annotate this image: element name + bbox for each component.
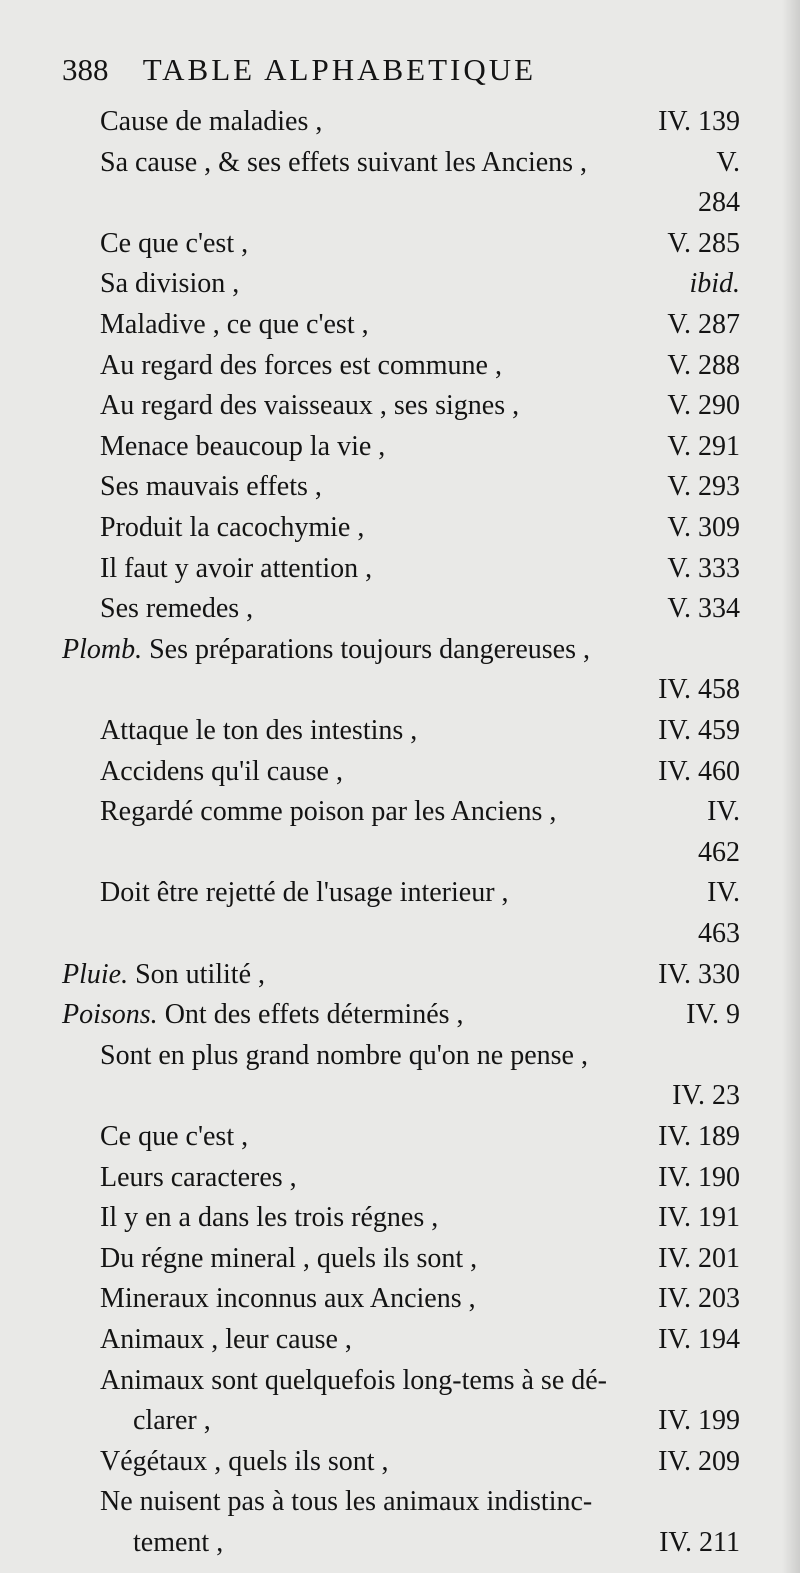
- entry-description: Ses remedes ,: [100, 593, 254, 625]
- entry-text: [100, 464, 322, 510]
- entry-reference: IV. 189: [658, 1121, 740, 1152]
- entry-text: [100, 261, 239, 307]
- index-line: [0, 992, 740, 1038]
- entry-reference: 463: [698, 918, 740, 949]
- entry-description: Ses mauvais effets ,: [100, 471, 322, 503]
- entry-reference: IV. 211: [659, 1527, 740, 1558]
- index-line: [0, 383, 740, 429]
- entry-text: [100, 140, 587, 186]
- entry-description: Regardé comme poison par les Anciens ,: [100, 796, 557, 828]
- entry-text: [100, 383, 519, 429]
- entry-reference: IV. 458: [658, 674, 740, 706]
- entry-description: Ont des effets déterminés ,: [157, 999, 464, 1031]
- entry-reference: V. 290: [667, 390, 740, 422]
- index-line: [0, 1236, 740, 1282]
- entry-text: [100, 708, 417, 754]
- index-line: [0, 1520, 740, 1566]
- entry-text: [62, 992, 464, 1038]
- entry-text: [100, 505, 364, 551]
- entry-description: Il faut y avoir attention ,: [100, 552, 373, 584]
- entry-reference: V. 293: [667, 471, 740, 503]
- entry-reference: IV. 23: [672, 1080, 740, 1112]
- entry-description: tement ,: [133, 1527, 224, 1558]
- index-line: [0, 1276, 740, 1322]
- entry-description: Menace beaucoup la vie ,: [100, 430, 386, 462]
- index-line: [0, 1317, 740, 1363]
- entry-description: Du régne mineral , quels ils sont ,: [100, 1242, 478, 1274]
- entry-text: [100, 99, 322, 145]
- index-line: [0, 1033, 740, 1079]
- index-line: [0, 1073, 740, 1119]
- entry-text: [100, 1479, 592, 1525]
- index-line: [0, 464, 740, 510]
- entry-text: [100, 1033, 588, 1079]
- entry-description: clarer ,: [133, 1405, 211, 1437]
- entry-description: Mineraux inconnus aux Anciens ,: [100, 1283, 476, 1315]
- index-line: [0, 708, 740, 754]
- entry-headword: Plomb.: [62, 633, 143, 665]
- entry-text: [100, 870, 509, 916]
- index-line: [0, 1155, 740, 1201]
- entry-text: [100, 424, 385, 470]
- index-line: [0, 749, 740, 795]
- index-line: [0, 911, 740, 957]
- index-line: [0, 952, 740, 998]
- entry-reference: IV. 209: [658, 1445, 740, 1477]
- entry-reference: V. 291: [667, 430, 740, 462]
- entry-text: [100, 1236, 477, 1282]
- entry-headword: Pluie.: [62, 958, 129, 990]
- entry-reference: ibid.: [689, 268, 740, 300]
- entry-text: [100, 302, 369, 348]
- entry-reference: IV.: [707, 796, 740, 828]
- entry-text: [100, 586, 253, 632]
- entry-reference: V. 285: [667, 227, 740, 259]
- entry-description: Ce que c'est ,: [100, 1121, 249, 1152]
- index-line: [0, 343, 740, 389]
- index-line: [0, 505, 740, 551]
- index-line: [0, 1479, 740, 1525]
- index-line: [0, 140, 740, 186]
- page-number: 388: [62, 52, 109, 87]
- entry-text: [100, 789, 556, 835]
- index-line: [0, 627, 740, 673]
- entry-reference: 462: [698, 836, 740, 868]
- index-line: [0, 99, 740, 145]
- entry-description: Produit la cacochymie ,: [100, 512, 365, 543]
- entry-description: Au regard des vaisseaux , ses signes ,: [100, 390, 520, 422]
- entry-reference: V.: [716, 146, 740, 178]
- entry-description: Cause de maladies ,: [100, 106, 323, 137]
- index-line: [0, 1439, 740, 1485]
- entry-reference: V. 334: [667, 593, 740, 625]
- entry-reference: V. 288: [667, 349, 740, 381]
- entry-reference: V. 333: [667, 552, 740, 584]
- index-line: [0, 302, 740, 348]
- entry-reference: IV. 201: [658, 1242, 740, 1274]
- index-line: [0, 830, 740, 876]
- entry-description: Sa cause , & ses effets suivant les Anciens ,: [100, 146, 588, 178]
- index-line: [0, 667, 740, 713]
- entry-text: [133, 1520, 223, 1566]
- entry-text: [62, 627, 590, 673]
- index-line: [0, 1114, 740, 1160]
- entry-text: [100, 749, 343, 795]
- entry-description: Végétaux , quels ils sont ,: [100, 1445, 389, 1477]
- index-line: [0, 261, 740, 307]
- entry-text: [100, 1358, 607, 1404]
- entry-description: Animaux , leur cause ,: [100, 1324, 352, 1355]
- entry-reference: IV. 194: [658, 1324, 740, 1355]
- entry-description: Ses préparations toujours dangereuses ,: [142, 633, 590, 665]
- entry-description: Leurs caracteres ,: [100, 1161, 297, 1193]
- entry-description: Animaux sont quelquefois long-tems à se dé-: [100, 1364, 608, 1396]
- entry-reference: IV. 139: [658, 106, 740, 137]
- index-line: [0, 1358, 740, 1404]
- index-line: [0, 1195, 740, 1241]
- index-line: [0, 546, 740, 592]
- entry-text: [100, 1114, 248, 1160]
- entry-text: [100, 546, 372, 592]
- index-line: [0, 789, 740, 835]
- index-line: [0, 870, 740, 916]
- entry-reference: IV. 330: [658, 958, 740, 990]
- entry-description: Ce que c'est ,: [100, 227, 249, 259]
- entry-reference: IV. 9: [686, 999, 740, 1031]
- entry-reference: 284: [698, 187, 740, 219]
- entry-description: Doit être rejetté de l'usage interieur ,: [100, 877, 509, 909]
- entry-text: [133, 1398, 211, 1444]
- entry-text: [100, 343, 502, 389]
- index-line: [0, 180, 740, 226]
- entry-reference: V. 309: [667, 512, 740, 543]
- entry-description: Accidens qu'il cause ,: [100, 755, 343, 787]
- entry-text: [100, 1317, 352, 1363]
- entry-reference: IV. 459: [658, 715, 740, 746]
- entry-description: Maladive , ce que c'est ,: [100, 309, 369, 340]
- entry-description: Ne nuisent pas à tous les animaux indistinc-: [100, 1486, 593, 1518]
- running-head-title: TABLE ALPHABETIQUE: [142, 52, 537, 87]
- entry-text: [100, 1439, 389, 1485]
- entry-reference: IV. 191: [658, 1202, 740, 1234]
- index-line: [0, 221, 740, 267]
- entry-reference: IV.: [707, 877, 740, 909]
- entry-headword: Poisons.: [62, 999, 158, 1031]
- index-line: [0, 424, 740, 470]
- entry-description: Sa division ,: [100, 268, 240, 300]
- entry-description: Attaque le ton des intestins ,: [100, 715, 418, 746]
- index-line: [0, 1398, 740, 1444]
- entry-text: [100, 1155, 297, 1201]
- entry-text: [100, 1276, 476, 1322]
- entry-text: [62, 952, 265, 998]
- entry-reference: V. 287: [667, 309, 740, 340]
- entry-text: [100, 1195, 438, 1241]
- entry-description: Sont en plus grand nombre qu'on ne pense ,: [100, 1039, 588, 1071]
- entry-description: Il y en a dans les trois régnes ,: [100, 1202, 439, 1234]
- entry-description: Son utilité ,: [128, 958, 265, 990]
- entry-reference: IV. 460: [658, 755, 740, 787]
- entry-reference: IV. 190: [658, 1161, 740, 1193]
- entry-text: [100, 221, 248, 267]
- entry-reference: IV. 199: [658, 1405, 740, 1437]
- index-line: [0, 586, 740, 632]
- entry-description: Au regard des forces est commune ,: [100, 349, 502, 381]
- running-header: [62, 52, 536, 88]
- entry-reference: IV. 203: [658, 1283, 740, 1315]
